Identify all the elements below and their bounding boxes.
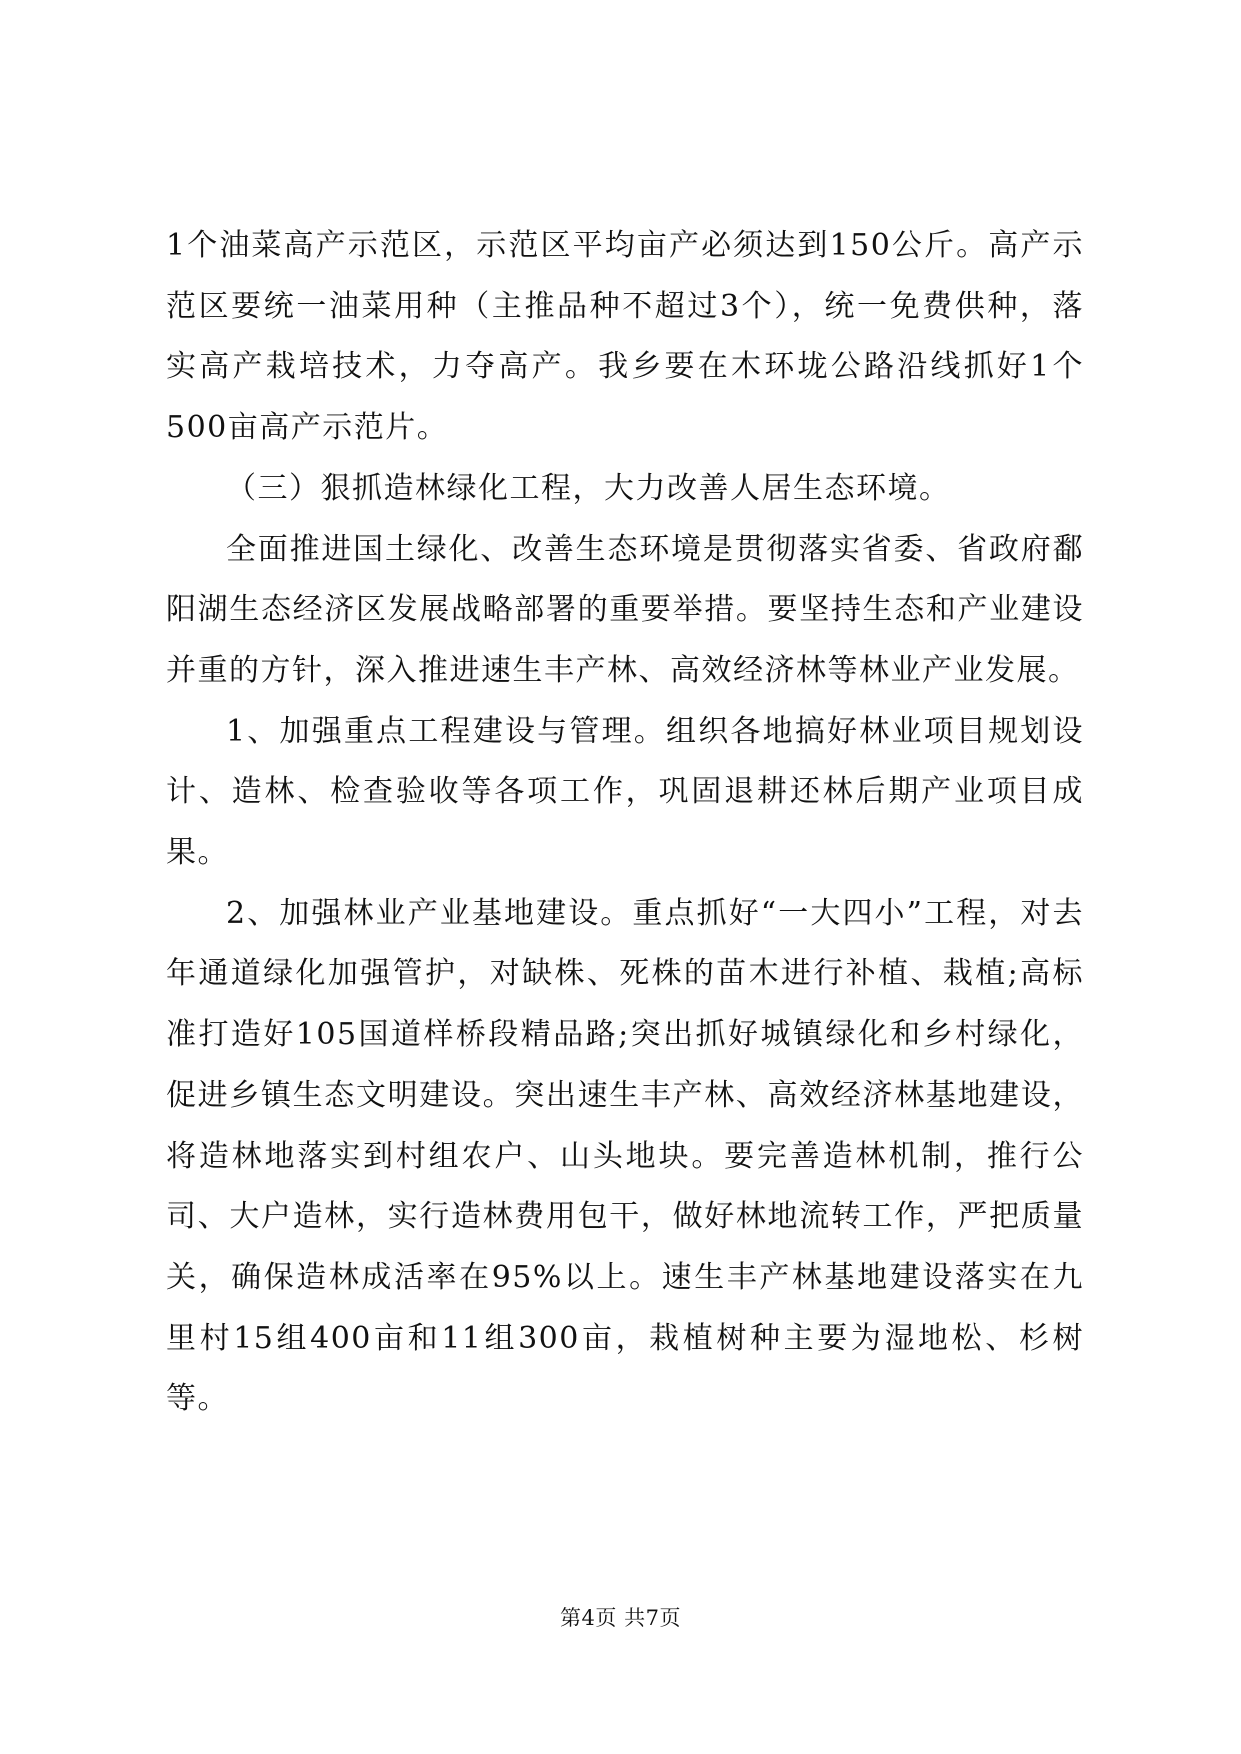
section-heading-afforestation: （三）狠抓造林绿化工程，大力改善人居生态环境。 — [226, 470, 951, 506]
paragraph-forestry-base: 2、加强林业产业基地建设。重点抓好“一大四小”工程，对去年通道绿化加强管护，对缺株、死株的苗木进行补植、栽植;高标准打造好105国道样桥段精品路;突出抓好城镇绿化和乡村绿化，促进乡镇生态文明建设。突出速生丰产林、高效经济林基地建设，将造林地落实到村组农户、山头地块。要完善造林机制，推行公司、大户造林，实行造林费用包干，做好林地流转工作，严把质量关，确保造林成活率在95%以上。速生丰产林基地建设落实在九里村15组400亩和11组300亩，栽植树种主要为湿地松、杉树等。 — [166, 895, 1084, 1417]
paragraph-greening-strategy: 全面推进国土绿化、改善生态环境是贯彻落实省委、省政府鄱阳湖生态经济区发展战略部署的重要举措。要坚持生态和产业建设并重的方针，深入推进速生丰产林、高效经济林等林业产业发展。 — [166, 531, 1084, 688]
paragraph-key-projects: 1、加强重点工程建设与管理。组织各地搞好林业项目规划设计、造林、检查验收等各项工作，巩固退耕还林后期产业项目成果。 — [166, 713, 1084, 871]
document-body — [166, 216, 1084, 1430]
page-footer: 第4页 共7页 — [560, 1606, 681, 1630]
paragraph-oilseed-demo-zone: 1个油菜高产示范区，示范区平均亩产必须达到150公斤。高产示范区要统一油菜用种（主推品种不超过3个），统一免费供种，落实高产栽培技术，力夺高产。我乡要在木环垅公路沿线抓好1个500亩高产示范片。 — [166, 228, 1084, 446]
